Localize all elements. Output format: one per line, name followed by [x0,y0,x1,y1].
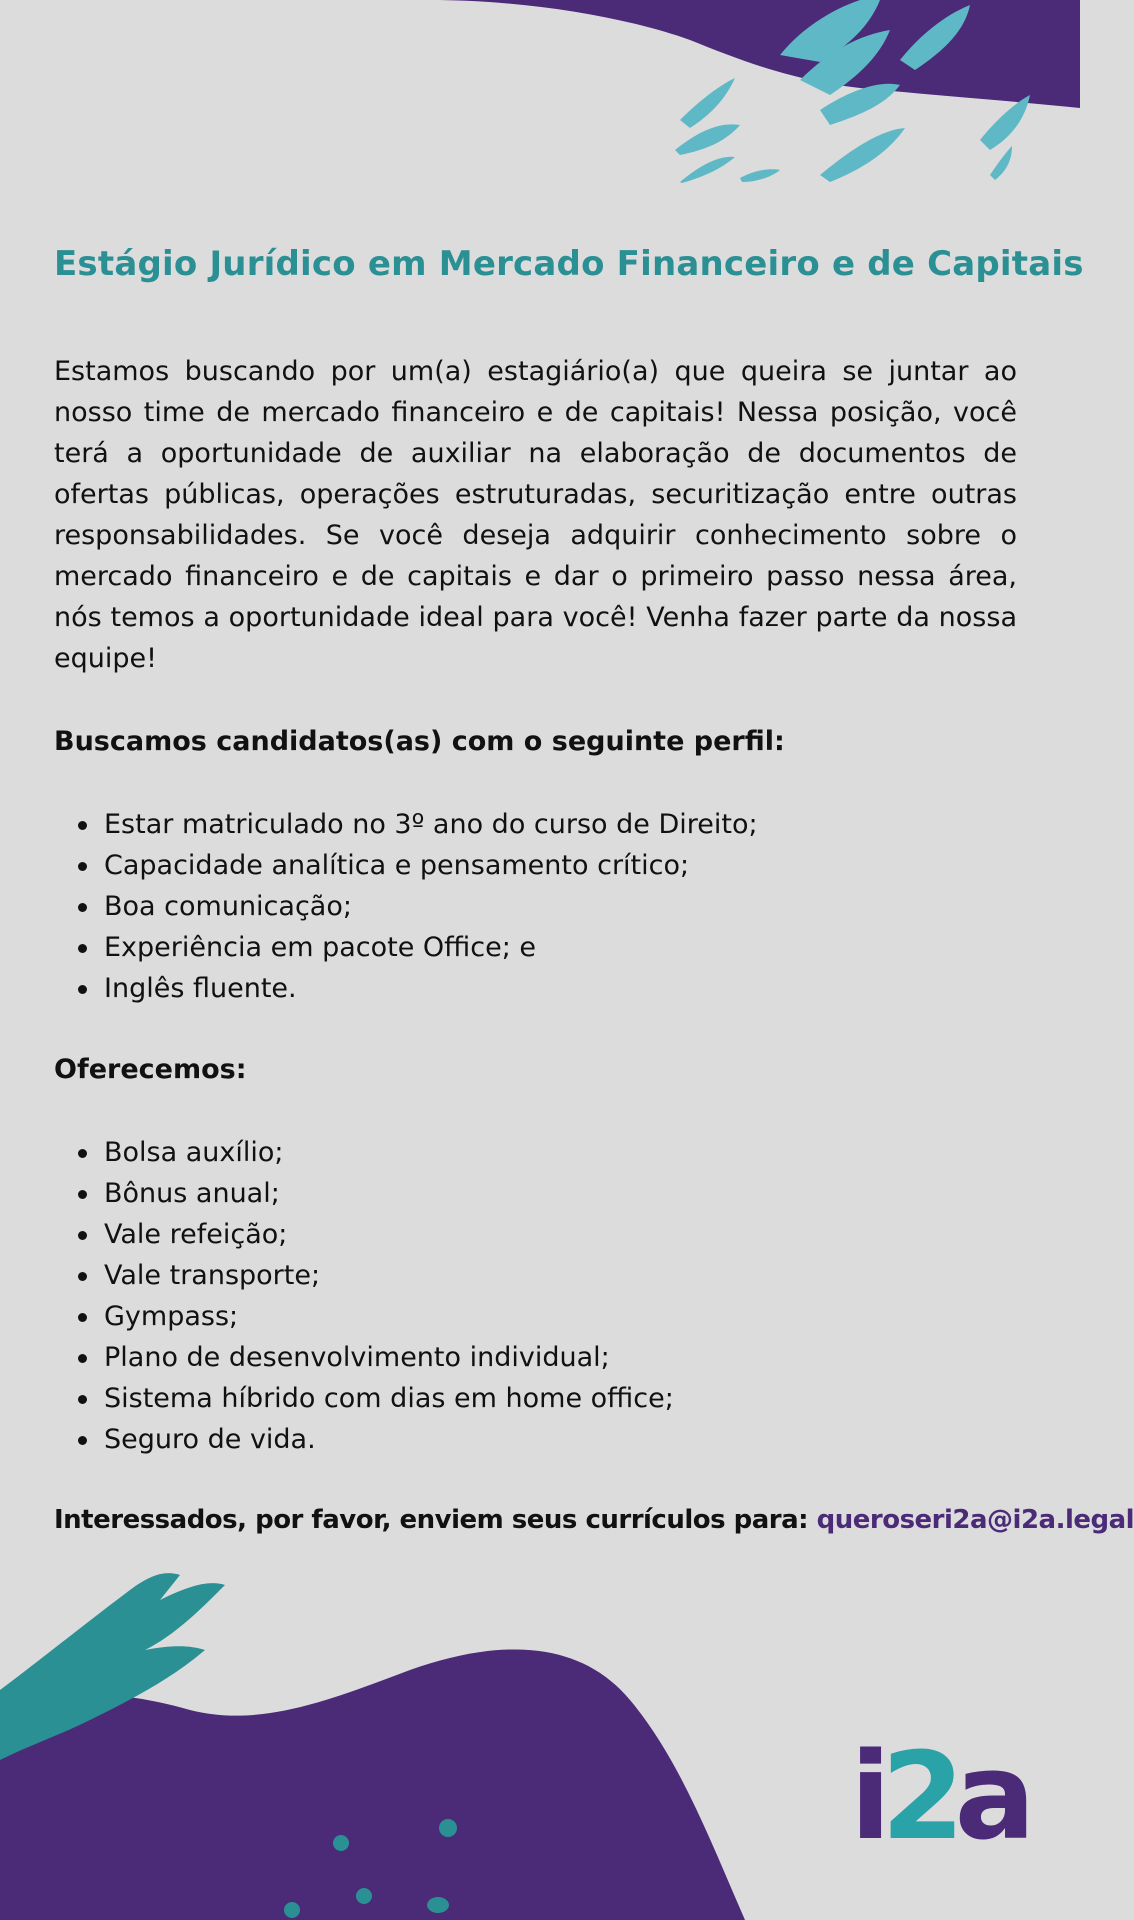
list-item: Inglês fluente. [54,968,758,1009]
logo-letter-a: a [954,1728,1026,1867]
list-item: Experiência em pacote Office; e [54,927,758,968]
benefits-list [54,1132,674,1460]
benefits-heading: Oferecemos: [54,1054,247,1085]
contact-label: Interessados, por favor, enviem seus currículos para: [54,1505,817,1535]
list-item: Sistema híbrido com dias em home office; [54,1378,674,1419]
contact-email-link[interactable]: queroseri2a@i2a.legal [816,1505,1134,1535]
list-item: Gympass; [54,1296,674,1337]
list-item: Plano de desenvolvimento individual; [54,1337,674,1378]
list-item: Vale transporte; [54,1255,674,1296]
i2a-logo [850,1728,1026,1867]
page-title: Estágio Jurídico em Mercado Financeiro e de Capitais [54,244,1084,284]
contact-line [54,1505,1134,1535]
list-item: Capacidade analítica e pensamento crítico; [54,845,758,886]
logo-digit-2: 2 [881,1728,955,1867]
list-item: Estar matriculado no 3º ano do curso de Direito; [54,804,758,845]
intro-paragraph: Estamos buscando por um(a) estagiário(a) que queira se juntar ao nosso time de mercado financeiro e de capitais! Nessa posição, você terá a oportunidade de auxiliar na elaboração de documentos de ofertas públicas, operações estruturadas, securitização entre outras responsabilidades. Se você deseja adquirir conhecimento sobre o mercado financeiro e de capitais e dar o primeiro passo nessa área, nós temos a oportunidade ideal para você! Venha fazer parte da nossa equipe! [54,356,1017,674]
profile-list [54,804,758,1009]
list-item: Boa comunicação; [54,886,758,927]
list-item: Bônus anual; [54,1173,674,1214]
list-item: Bolsa auxílio; [54,1132,674,1173]
list-item: Vale refeição; [54,1214,674,1255]
profile-heading: Buscamos candidatos(as) com o seguinte perfil: [54,726,785,757]
logo-letter-i: i [850,1728,882,1867]
top-purple-wave [430,0,1080,108]
list-item: Seguro de vida. [54,1419,674,1460]
